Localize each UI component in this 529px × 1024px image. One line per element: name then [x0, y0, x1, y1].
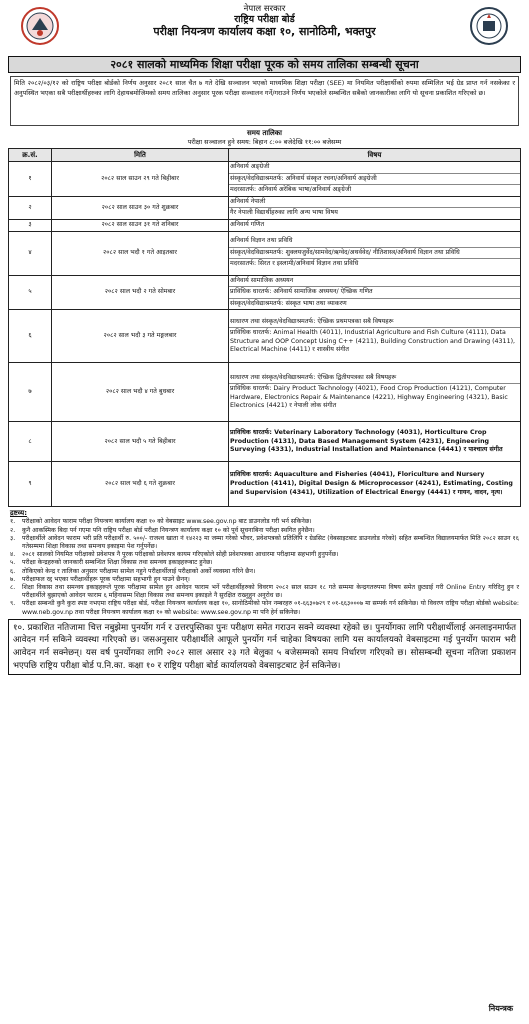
row-subjects: [229, 196, 521, 219]
table-row: [9, 275, 521, 310]
col-header-sn: क्र.सं.: [9, 149, 52, 162]
subject-line: अनिवार्य गणित: [230, 220, 265, 228]
subject-line: साधारण तथा संस्कृत/वेदविद्याश्रमतर्फ: ऐच्छिक प्रथमपत्रका सबै विषयहरू: [229, 317, 520, 329]
row-date: २०८२ साल भदौ ३ गते मङ्गलबार: [52, 310, 229, 363]
note-text: कुनै आकस्मिक बिदा पर्न गएमा पनि राष्ट्रिय परीक्षा बोर्ड परीक्षा नियन्त्रण कार्यालय कक्षा १० को पूर्व सूचनाबिना परीक्षा स्थगित हुनेछैन।: [22, 526, 315, 534]
note-number: ९.: [10, 600, 16, 608]
note-text: २०८१ सालको नियमित परीक्षाको प्रवेशपत्र नै पूरक परीक्षाको प्रवेशपत्र कायम गरिएकोले सोही प्रवेशपत्रका आधारमा परीक्षामा सहभागी हुनुपर्नेछ।: [22, 551, 339, 559]
row-date: २०८२ साल साउन ३१ गते शनिबार: [52, 219, 229, 231]
note-text: परीक्षाफल रद्द भएका परीक्षार्थीहरू पूरक परीक्षामा सहभागी हुन पाउने छैनन्।: [22, 575, 190, 583]
letterhead: [8, 0, 521, 54]
subject-line: संस्कृत/वेदविद्याश्रमतर्फ: संस्कृत भाषा तथा व्याकरण: [230, 299, 347, 307]
row-serial: ४: [9, 231, 52, 275]
row-serial: १: [9, 162, 52, 197]
subject-line: अनिवार्य विज्ञान तथा प्रविधि: [229, 236, 520, 248]
row-serial: ५: [9, 275, 52, 310]
row-date: २०८२ साल भदौ १ गते आइतबार: [52, 231, 229, 275]
row-subjects: [229, 219, 521, 231]
row-serial: २: [9, 196, 52, 219]
gov-name: नेपाल सरकार: [243, 4, 286, 14]
row-date: २०८२ साल साउन २९ गते बिहीबार: [52, 162, 229, 197]
row-serial: ९: [9, 462, 52, 507]
note-number: २.: [10, 526, 16, 534]
note-item: [10, 535, 519, 551]
note-item: [10, 559, 519, 567]
subject-line: प्राविधिक धारतर्फ: Veterinary Laboratory Technology (4031), Horticulture Crop Production (4131), Data Based Management System (4231), Engineering Surveying (4331), Industrial Installation and Maintenance (4441) र पाश्चात्य संगीत: [230, 428, 503, 454]
notes-heading: द्रष्टव्य:: [10, 509, 28, 518]
table-row: [9, 422, 521, 462]
subject-line: गैर नेपाली विद्यार्थीहरुका लागि अन्य भाषा विषय: [230, 209, 338, 217]
subject-line: प्राविधिक धारतर्फ: अनिवार्य सामाजिक अध्ययन/ ऐच्छिक गणित: [229, 287, 520, 299]
row-serial: ६: [9, 310, 52, 363]
row-subjects: [229, 231, 521, 275]
office-name: परीक्षा नियन्त्रण कार्यालय कक्षा १०, सानोठिमी, भक्तपुर: [153, 25, 376, 38]
note-text: शिक्षा विकास तथा समन्वय इकाइहरूले पूरक परीक्षामा सामेल हुन आवेदन फाराम भर्ने परीक्षार्थीहरुको विवरण २०८२ साल साउन १८ गते सम्ममा केन्द्रगतरुपमा विषय समेत छुट्याई गरी Online Entry गरिदिनु हुन र परीक्षार्थीले बुझाएको आवेदन फाराम ६ महिनासम्म शिक्षा विकास तथा समन्वय इकाइले नै सुरक्षित राख्नुहुन अनुरोध छ।: [22, 583, 519, 600]
table-header-row: [9, 149, 521, 162]
row-subjects: [229, 162, 521, 197]
row-serial: ७: [9, 363, 52, 422]
schedule-table: [8, 148, 521, 507]
row-serial: ८: [9, 422, 52, 462]
note-number: ३.: [10, 534, 16, 542]
note-number: ८.: [10, 583, 16, 591]
note-number: १.: [10, 518, 16, 526]
table-row: [9, 162, 521, 197]
subject-line: प्राविधिक धारतर्फ: Animal Health (4011), Industrial Agriculture and Fish Culture (4111), Data Structure and OOP Concept Using C++ (4211), Building Construction and Drawing (4311), Electrical Machine (4411) र शास्त्रीय संगीत: [230, 329, 516, 354]
notes-section: [10, 509, 519, 616]
subject-line: अनिवार्य अङ्ग्रेजी: [229, 162, 520, 174]
nepal-emblem-icon: [20, 6, 60, 46]
subject-line: मदरसातर्फ: अनिवार्य अरेबिक भाषा/अनिवार्य अङ्ग्रेजी: [230, 186, 352, 194]
note-item: [10, 576, 519, 584]
table-row: [9, 219, 521, 231]
board-logo-icon: [469, 6, 509, 46]
notice-title: २०८१ सालको माध्यमिक शिक्षा परीक्षा पूरक को समय तालिका सम्बन्धी सूचना: [8, 56, 521, 73]
note-item: [10, 568, 519, 576]
row-date: २०८२ साल साउन ३० गते शुक्रबार: [52, 196, 229, 219]
note-number: ५.: [10, 559, 16, 567]
note-item: [10, 584, 519, 600]
table-row: [9, 196, 521, 219]
intro-paragraph: मिति २०८२/०३/१२ को राष्ट्रिय परीक्षा बोर्डको निर्णय अनुसार २०८१ साल चैत ७ गते देखि सञ्चालन भएको माध्यमिक शिक्षा परीक्षा (SEE) मा नियमित परीक्षार्थीको रुपमा सम्मिलित भई ग्रेड प्राप्त गर्न नसकेका र अनुपस्थित भएका सबै परीक्षार्थीहरुका लागि देहायबमोजिमको समय तालिका अनुसार पूरक परीक्षा सञ्चालन गर्ने/गराउने निर्णय भएकोले सम्बन्धित सबैको जानकारीका लागि यो सूचना प्रकाशित गरिएको छ।: [10, 76, 519, 126]
subject-line: साधारण तथा संस्कृत/वेदविद्याश्रमतर्फ: ऐच्छिक द्वितीयपत्रका सबै विषयहरू: [229, 373, 520, 385]
subject-line: अनिवार्य नेपाली: [229, 197, 520, 209]
col-header-subject: विषय: [229, 149, 521, 162]
table-row: [9, 310, 521, 363]
note-item: [10, 527, 519, 535]
row-date: २०८२ साल भदौ २ गते सोमबार: [52, 275, 229, 310]
subject-line: संस्कृत/वेदविद्याश्रमतर्फ: शुक्लयजुर्वेद/सामवेद/ऋग्वेद/अथर्ववेद/ नीतिशास्त्र/अनिवार्य विज्ञान तथा प्रविधि: [229, 248, 520, 260]
row-subjects: [229, 310, 521, 363]
row-date: २०८२ साल भदौ ६ गते शुक्रबार: [52, 462, 229, 507]
table-row: [9, 231, 521, 275]
boxed-note-number: १०.: [13, 622, 25, 633]
subject-line: संस्कृत/वेदविद्याश्रमतर्फ: अनिवार्य संस्कृत रचना/अनिवार्य अङ्ग्रेजी: [229, 174, 520, 186]
row-date: २०८२ साल भदौ ४ गते बुधबार: [52, 363, 229, 422]
subject-line: प्राविधिक धारतर्फ: Aquaculture and Fisheries (4041), Floriculture and Nursery Production (4141), Digital Design & Microprocessor (4241), Estimating, Costing and Supervision (4341), Utilization of Electrical Energy (4441) र गायन, वादन, नृत्य।: [230, 471, 513, 496]
row-subjects: [229, 422, 521, 462]
note-number: ४.: [10, 551, 16, 559]
note-item: [10, 518, 519, 526]
table-row: [9, 363, 521, 422]
schedule-body: [9, 162, 521, 507]
subject-line: अनिवार्य सामाजिक अध्ययन: [229, 276, 520, 288]
board-name: राष्ट्रिय परीक्षा बोर्ड: [234, 14, 295, 25]
row-subjects: [229, 462, 521, 507]
schedule-time: परीक्षा सञ्चालन हुने समय: बिहान ८:०० बजेदेखि ११:०० बजेसम्म: [187, 138, 342, 146]
note-text: तोकिएको केन्द्र र तालिका अनुसार परीक्षामा सामेल नहुने परीक्षार्थीलाई परीक्षाको अर्को व्यवस्था गरिने छैन।: [22, 567, 256, 575]
boxed-note-text: प्रकाशित नतिजामा चित्त नबुझेमा पुनर्योग गर्न र उत्तरपुस्तिका पुनः परीक्षण समेत गराउन सक्ने व्यवस्था रहेको छ। पुनर्योगका लागि परीक्षार्थीलाई अनलाइनमार्फत आवेदन गर्न सकिने व्यवस्था गरिएको छ। जसअनुसार परीक्षार्थीले आफूले पुनर्योग गर्न चाहेका विषयका लागि यस कार्यालयको वेबसाइटमा गई पुनर्योग फाराम भरी आवेदन गर्न सक्नेछन्। यस वर्ष पुनर्योगका लागि २०८२ साल असार २३ गते बेलुका ५ बजेसम्मको समय निर्धारण गरिएको छ। सोसम्बन्धी सूचना नतिजा प्रकाशन भएपछि राष्ट्रिय परीक्षा बोर्ड प.नि.का. कक्षा १० र राष्ट्रिय परीक्षा बोर्ड कार्यालयको वेबसाइटबाट हेर्न सकिनेछ।: [13, 622, 516, 671]
schedule-title: समय तालिका: [247, 129, 282, 137]
note-text: परीक्षा केन्द्रहरुको जानकारी सम्बन्धित शिक्षा विकास तथा समन्वय इकाइहरूबाट हुनेछ।: [22, 559, 213, 567]
col-header-date: मिति: [52, 149, 229, 162]
row-serial: ३: [9, 219, 52, 231]
note-text: परीक्षार्थीले आवेदन फाराम भरी प्रति परीक्षार्थी रु. ५००/- राजश्व खाता नं १४२२३ मा जम्मा गरेको भौचर, प्रवेशपत्रको प्रतिलिपि र ग्रेडसिट (वेबसाइटबाट डाउनलोड गरेको) सहित सम्बन्धित विद्यालयमार्फत मिति २०८२ साउन १६ गतेसम्ममा शिक्षा विकास तथा समन्वय इकाइमा पेश गर्नुपर्नेछ।: [22, 534, 519, 550]
note-number: ७.: [10, 575, 16, 583]
subject-line: प्राविधिक धारतर्फ: Dairy Product Technology (4021), Food Crop Production (4121), Computer Hardware, Electronics Repair & Maintenance (4221), Highway Engineering (4321), Basic Electronics (4421) र नेपाली लोक संगीत: [230, 385, 508, 410]
note-number: ६.: [10, 567, 16, 575]
boxed-note: [8, 619, 521, 675]
table-row: [9, 462, 521, 507]
signature-label: नियन्त्रक: [488, 1004, 513, 1013]
row-subjects: [229, 275, 521, 310]
row-subjects: [229, 363, 521, 422]
notes-list: [10, 518, 519, 616]
note-text: परीक्षा सम्बन्धी कुनै कुरा स्पष्ट नभएमा राष्ट्रिय परीक्षा बोर्ड, परीक्षा नियन्त्रण कार्यालय कक्षा १०, सानोठिमीको फोन नम्बरहरु ०१-६६३०७२९ र ०१-६६३०००७ मा सम्पर्क गर्न सकिनेछ। यो विवरण राष्ट्रिय परीक्षा बोर्डको website: www.neb.gov.np तथा परीक्षा नियन्त्रण कार्यालय कक्षा १० को website: www.see.gov.np मा पनि हेर्न सकिनेछ।: [22, 600, 519, 616]
subject-line: मदरसातर्फ: सिरत र इस्लामी/अनिवार्य विज्ञान तथा प्रविधि: [230, 260, 359, 268]
row-date: २०८२ साल भदौ ५ गते बिहीबार: [52, 422, 229, 462]
note-item: [10, 600, 519, 616]
note-text: परीक्षाको आवेदन फाराम परीक्षा नियन्त्रण कार्यालय कक्षा १० को वेबसाइट www.see.gov.np बाट डाउनलोड गरी भर्न सकिनेछ।: [22, 518, 312, 526]
